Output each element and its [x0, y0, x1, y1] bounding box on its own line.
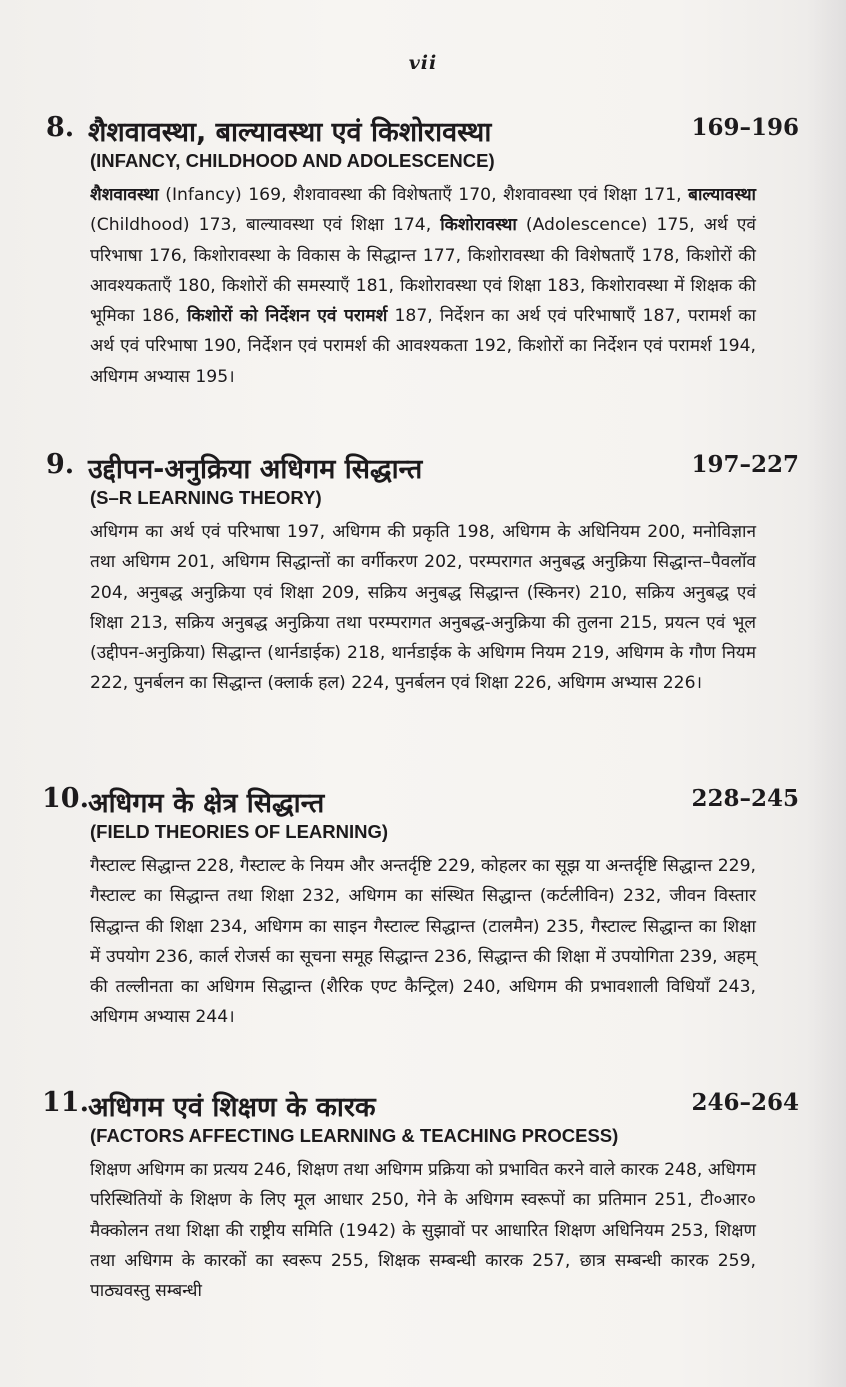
chapter-9 — [0, 449, 846, 694]
chapter-10 — [0, 783, 846, 1028]
contents-text: (Childhood) 173, बाल्यावस्था एवं शिक्षा 174, — [90, 215, 441, 236]
chapter-number: 8. — [46, 112, 75, 143]
chapter-11 — [0, 1087, 846, 1302]
contents-text: (Infancy) 169, शैशवावस्था की विशेषताएँ 170, शैशवावस्था एवं शिक्षा 171, — [158, 185, 689, 205]
chapter-english-title: (FACTORS AFFECTING LEARNING & TEACHING PROCESS) — [90, 1125, 619, 1146]
contents-bold-topic: किशोरावस्था — [440, 215, 517, 236]
chapter-number: 9. — [46, 449, 75, 480]
chapter-8 — [0, 112, 846, 387]
chapter-english-title: (S–R LEARNING THEORY) — [90, 487, 322, 508]
contents-text: (Adolescence) 175, अर्थ एवं परिभाषा 176, किशोरावस्था के विकास के सिद्धान्त 177, किशोरावस्था की विशेषताएँ 178, किशोरों की आवश्यकताएँ 180, किशोरों की समस्याएँ 181, किशोरावस्था एवं शिक्षा 183, किशोरावस्था में शिक्षक की भूमिका 186, — [90, 215, 756, 327]
contents-bold-topic: बाल्यावस्था — [688, 185, 756, 205]
contents-text: शिक्षण अधिगम का प्रत्यय 246, शिक्षण तथा अधिगम प्रक्रिया को प्रभावित करने वाले कारक 248, अधिगम परिस्थितियों के शिक्षण के लिए मूल आधार 250, गेने के अधिगम स्वरूपों का प्रतिमान 251, टी०आर० मैक्कोलन तथा शिक्षा की राष्ट्रीय समिति (1942) के सुझावों पर आधारित शिक्षण अधिनियम 253, शिक्षण तथा अधिगम के कारकों का स्वरूप 255, शिक्षक सम्बन्धी कारक 257, छात्र सम्बन्धी कारक 259, पाठ्यवस्तु सम्बन्धी — [90, 1160, 756, 1302]
chapter-page-range: 246–264 — [691, 1089, 799, 1116]
contents-bold-topic: किशोरों को निर्देशन एवं परामर्श — [187, 306, 388, 327]
chapter-heading — [0, 783, 846, 823]
chapter-number: 10. — [42, 783, 89, 814]
chapter-heading — [0, 449, 846, 489]
contents-text: 187, निर्देशन का अर्थ एवं परिभाषाएँ 187, परामर्श का अर्थ एवं परिभाषा 190, निर्देशन एवं परामर्श की आवश्यकता 192, किशोरों का निर्देशन एवं परामर्श 194, अधिगम अभ्यास 195। — [90, 306, 756, 387]
chapter-page-range: 228–245 — [691, 785, 799, 812]
chapter-title: शैशवावस्था, बाल्यावस्था एवं किशोरावस्था — [88, 117, 492, 148]
chapter-english-title: (INFANCY, CHILDHOOD AND ADOLESCENCE) — [90, 150, 495, 171]
chapter-heading — [0, 1087, 846, 1127]
chapter-title: अधिगम के क्षेत्र सिद्धान्त — [88, 788, 325, 819]
chapter-heading — [0, 112, 846, 152]
chapter-title: अधिगम एवं शिक्षण के कारक — [88, 1092, 376, 1123]
chapter-contents — [90, 517, 756, 699]
contents-text: गैस्टाल्ट सिद्धान्त 228, गैस्टाल्ट के नियम और अन्तर्दृष्टि 229, कोहलर का सूझ या अन्तर्दृष्टि सिद्धान्त 229, गैस्टाल्ट का सिद्धान्त तथा शिक्षा 232, अधिगम का संस्थित सिद्धान्त (कर्टलीविन) 232, जीवन विस्तार सिद्धान्त की शिक्षा 234, अधिगम का साइन गैस्टाल्ट सिद्धान्त (टालमैन) 235, गैस्टाल्ट सिद्धान्त का शिक्षा में उपयोग 236, कार्ल रोजर्स का सूचना समूह सिद्धान्त 236, सिद्धान्त की शिक्षा में उपयोगिता 239, अहम् की तल्लीनता का अधिगम सिद्धान्त (शैरिक एण्ट कैन्ट्रिल) 240, अधिगम की प्रभावशाली विधियाँ 243, अधिगम अभ्यास 244। — [90, 856, 756, 1028]
chapter-title: उद्दीपन-अनुक्रिया अधिगम सिद्धान्त — [88, 454, 423, 485]
chapter-number: 11. — [42, 1087, 89, 1118]
chapter-contents — [90, 851, 756, 1033]
chapter-english-title: (FIELD THEORIES OF LEARNING) — [90, 821, 389, 842]
chapter-contents — [90, 1155, 756, 1306]
page-edge-shadow — [806, 0, 846, 1387]
chapter-contents — [90, 180, 756, 392]
chapter-page-range: 197–227 — [691, 451, 799, 478]
page-folio: vii — [408, 52, 438, 74]
chapter-page-range: 169–196 — [691, 114, 799, 141]
contents-bold-topic: शैशवावस्था — [90, 185, 159, 205]
contents-text: अधिगम का अर्थ एवं परिभाषा 197, अधिगम की प्रकृति 198, अधिगम के अधिनियम 200, मनोविज्ञान तथा अधिगम 201, अधिगम सिद्धान्तों का वर्गीकरण 202, परम्परागत अनुबद्ध अनुक्रिया सिद्धान्त–पैवलॉव 204, अनुबद्ध अनुक्रिया एवं शिक्षा 209, सक्रिय अनुबद्ध सिद्धान्त (स्किनर) 210, सक्रिय अनुबद्ध एवं शिक्षा 213, सक्रिय अनुबद्ध अनुक्रिया तथा परम्परागत अनुबद्ध-अनुक्रिया की तुलना 215, प्रयत्न एवं भूल (उद्दीपन-अनुक्रिया) सिद्धान्त (थार्नडाईक) 218, थार्नडाईक के अधिगम नियम 219, अधिगम के गौण नियम 222, पुनर्बलन का सिद्धान्त (क्लार्क हल) 224, पुनर्बलन एवं शिक्षा 226, अधिगम अभ्यास 226। — [90, 522, 756, 694]
